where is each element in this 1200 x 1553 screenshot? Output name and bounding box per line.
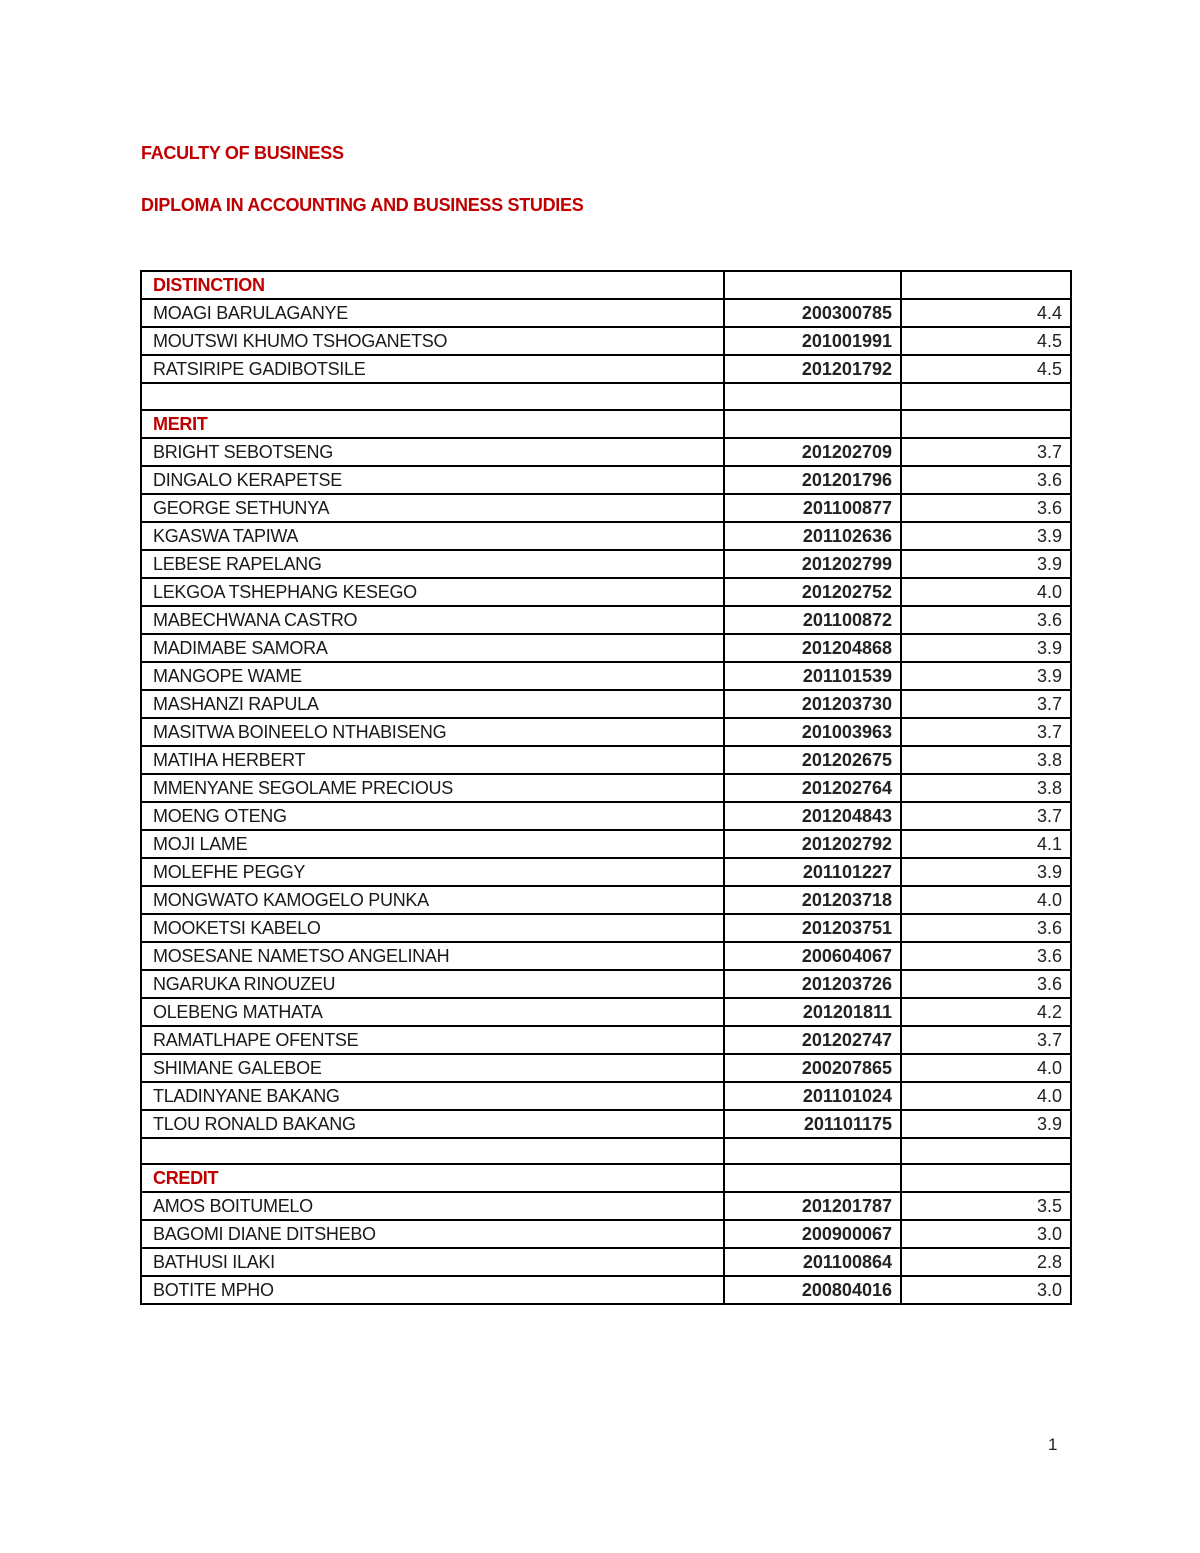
student-id-cell: 201203730: [724, 690, 901, 718]
table-row: [141, 718, 1071, 746]
student-id-cell: 200207865: [724, 1054, 901, 1082]
grade-point-cell: 4.0: [901, 1082, 1071, 1110]
student-name-cell: MOLEFHE PEGGY: [141, 858, 724, 886]
results-table: [140, 270, 1072, 1305]
programme-heading: DIPLOMA IN ACCOUNTING AND BUSINESS STUDIES: [141, 195, 584, 215]
student-name-cell: MMENYANE SEGOLAME PRECIOUS: [141, 774, 724, 802]
student-id-cell: 201102636: [724, 522, 901, 550]
grade-point-cell: 3.6: [901, 494, 1071, 522]
student-name-cell: SHIMANE GALEBOE: [141, 1054, 724, 1082]
grade-point-cell: 4.5: [901, 355, 1071, 383]
student-name-cell: MOAGI BARULAGANYE: [141, 299, 724, 327]
student-id-cell: 200300785: [724, 299, 901, 327]
grade-point-cell: 3.0: [901, 1220, 1071, 1248]
student-name-cell: BOTITE MPHO: [141, 1276, 724, 1304]
student-id-cell: 201201792: [724, 355, 901, 383]
student-id-cell: 201100864: [724, 1248, 901, 1276]
student-id-cell: 200804016: [724, 1276, 901, 1304]
table-row: [141, 550, 1071, 578]
table-row: [141, 438, 1071, 466]
student-name-cell: MANGOPE WAME: [141, 662, 724, 690]
table-row: [141, 1248, 1071, 1276]
table-row: [141, 1054, 1071, 1082]
grade-point-cell: 4.0: [901, 578, 1071, 606]
results-table-body: [141, 271, 1071, 1304]
student-id-cell: 201203718: [724, 886, 901, 914]
table-row: [141, 466, 1071, 494]
section-row: [141, 410, 1071, 438]
student-id-cell: 201100872: [724, 606, 901, 634]
student-name-cell: LEBESE RAPELANG: [141, 550, 724, 578]
table-row: [141, 690, 1071, 718]
table-row: [141, 299, 1071, 327]
grade-point-cell: 3.9: [901, 662, 1071, 690]
table-row: [141, 606, 1071, 634]
student-id-cell: [724, 271, 901, 299]
grade-point-cell: [901, 271, 1071, 299]
student-name-cell: TLOU RONALD BAKANG: [141, 1110, 724, 1138]
table-row: [141, 998, 1071, 1026]
grade-point-cell: 4.5: [901, 327, 1071, 355]
table-row: [141, 830, 1071, 858]
grade-point-cell: [901, 383, 1071, 410]
section-label: CREDIT: [141, 1164, 724, 1192]
student-name-cell: MASITWA BOINEELO NTHABISENG: [141, 718, 724, 746]
student-name-cell: MADIMABE SAMORA: [141, 634, 724, 662]
grade-point-cell: 3.9: [901, 858, 1071, 886]
student-id-cell: 201201796: [724, 466, 901, 494]
section-label: MERIT: [141, 410, 724, 438]
grade-point-cell: 3.8: [901, 774, 1071, 802]
student-id-cell: 201201787: [724, 1192, 901, 1220]
table-row: [141, 1220, 1071, 1248]
student-id-cell: 201202799: [724, 550, 901, 578]
page-number: 1: [1048, 1435, 1058, 1454]
student-id-cell: 201203726: [724, 970, 901, 998]
student-name-cell: BATHUSI ILAKI: [141, 1248, 724, 1276]
student-name-cell: MOENG OTENG: [141, 802, 724, 830]
student-id-cell: 201003963: [724, 718, 901, 746]
student-name-cell: AMOS BOITUMELO: [141, 1192, 724, 1220]
table-row: [141, 634, 1071, 662]
table-row: [141, 914, 1071, 942]
grade-point-cell: 3.6: [901, 942, 1071, 970]
student-id-cell: [724, 1164, 901, 1192]
section-row: [141, 271, 1071, 299]
grade-point-cell: 3.6: [901, 606, 1071, 634]
student-name-cell: OLEBENG MATHATA: [141, 998, 724, 1026]
table-row: [141, 774, 1071, 802]
student-id-cell: 201202675: [724, 746, 901, 774]
student-name-cell: GEORGE SETHUNYA: [141, 494, 724, 522]
student-id-cell: [724, 383, 901, 410]
grade-point-cell: 3.7: [901, 718, 1071, 746]
grade-point-cell: 3.9: [901, 550, 1071, 578]
grade-point-cell: 4.4: [901, 299, 1071, 327]
student-name-cell: MOOKETSI KABELO: [141, 914, 724, 942]
student-name-cell: BRIGHT SEBOTSENG: [141, 438, 724, 466]
student-id-cell: 201202752: [724, 578, 901, 606]
grade-point-cell: 3.0: [901, 1276, 1071, 1304]
table-row: [141, 802, 1071, 830]
grade-point-cell: 4.0: [901, 1054, 1071, 1082]
table-row: [141, 355, 1071, 383]
grade-point-cell: [901, 410, 1071, 438]
student-name-cell: LEKGOA TSHEPHANG KESEGO: [141, 578, 724, 606]
student-name-cell: NGARUKA RINOUZEU: [141, 970, 724, 998]
spacer-row: [141, 383, 1071, 410]
section-label: DISTINCTION: [141, 271, 724, 299]
grade-point-cell: [901, 1164, 1071, 1192]
grade-point-cell: 3.6: [901, 914, 1071, 942]
table-row: [141, 578, 1071, 606]
table-row: [141, 1110, 1071, 1138]
student-id-cell: 201204843: [724, 802, 901, 830]
student-id-cell: [724, 1138, 901, 1165]
table-row: [141, 494, 1071, 522]
table-row: [141, 746, 1071, 774]
student-id-cell: 201201811: [724, 998, 901, 1026]
student-id-cell: 201204868: [724, 634, 901, 662]
grade-point-cell: 3.7: [901, 690, 1071, 718]
table-row: [141, 662, 1071, 690]
table-row: [141, 886, 1071, 914]
grade-point-cell: 3.7: [901, 802, 1071, 830]
student-id-cell: 201100877: [724, 494, 901, 522]
faculty-heading: FACULTY OF BUSINESS: [141, 143, 344, 163]
student-id-cell: 201001991: [724, 327, 901, 355]
student-id-cell: 201101175: [724, 1110, 901, 1138]
grade-point-cell: 3.8: [901, 746, 1071, 774]
grade-point-cell: 3.6: [901, 466, 1071, 494]
student-name-cell: [141, 383, 724, 410]
table-row: [141, 858, 1071, 886]
student-id-cell: [724, 410, 901, 438]
grade-point-cell: 4.2: [901, 998, 1071, 1026]
student-name-cell: RATSIRIPE GADIBOTSILE: [141, 355, 724, 383]
student-name-cell: [141, 1138, 724, 1165]
table-row: [141, 1082, 1071, 1110]
table-row: [141, 942, 1071, 970]
student-id-cell: 200900067: [724, 1220, 901, 1248]
grade-point-cell: 3.7: [901, 438, 1071, 466]
grade-point-cell: 3.5: [901, 1192, 1071, 1220]
spacer-row: [141, 1138, 1071, 1165]
student-name-cell: RAMATLHAPE OFENTSE: [141, 1026, 724, 1054]
grade-point-cell: 3.7: [901, 1026, 1071, 1054]
student-name-cell: MOUTSWI KHUMO TSHOGANETSO: [141, 327, 724, 355]
table-row: [141, 1192, 1071, 1220]
student-name-cell: MONGWATO KAMOGELO PUNKA: [141, 886, 724, 914]
student-id-cell: 201101539: [724, 662, 901, 690]
student-name-cell: BAGOMI DIANE DITSHEBO: [141, 1220, 724, 1248]
student-id-cell: 201202747: [724, 1026, 901, 1054]
student-id-cell: 201101024: [724, 1082, 901, 1110]
student-id-cell: 200604067: [724, 942, 901, 970]
grade-point-cell: 3.9: [901, 634, 1071, 662]
student-name-cell: TLADINYANE BAKANG: [141, 1082, 724, 1110]
student-id-cell: 201203751: [724, 914, 901, 942]
student-name-cell: MOSESANE NAMETSO ANGELINAH: [141, 942, 724, 970]
student-id-cell: 201202709: [724, 438, 901, 466]
grade-point-cell: [901, 1138, 1071, 1165]
table-row: [141, 970, 1071, 998]
student-name-cell: KGASWA TAPIWA: [141, 522, 724, 550]
student-name-cell: DINGALO KERAPETSE: [141, 466, 724, 494]
student-name-cell: MOJI LAME: [141, 830, 724, 858]
table-row: [141, 327, 1071, 355]
student-id-cell: 201202764: [724, 774, 901, 802]
grade-point-cell: 3.9: [901, 522, 1071, 550]
grade-point-cell: 4.1: [901, 830, 1071, 858]
grade-point-cell: 3.6: [901, 970, 1071, 998]
student-name-cell: MATIHA HERBERT: [141, 746, 724, 774]
student-name-cell: MASHANZI RAPULA: [141, 690, 724, 718]
section-row: [141, 1164, 1071, 1192]
table-row: [141, 1026, 1071, 1054]
student-id-cell: 201101227: [724, 858, 901, 886]
table-row: [141, 1276, 1071, 1304]
student-id-cell: 201202792: [724, 830, 901, 858]
table-row: [141, 522, 1071, 550]
grade-point-cell: 4.0: [901, 886, 1071, 914]
student-name-cell: MABECHWANA CASTRO: [141, 606, 724, 634]
grade-point-cell: 2.8: [901, 1248, 1071, 1276]
grade-point-cell: 3.9: [901, 1110, 1071, 1138]
